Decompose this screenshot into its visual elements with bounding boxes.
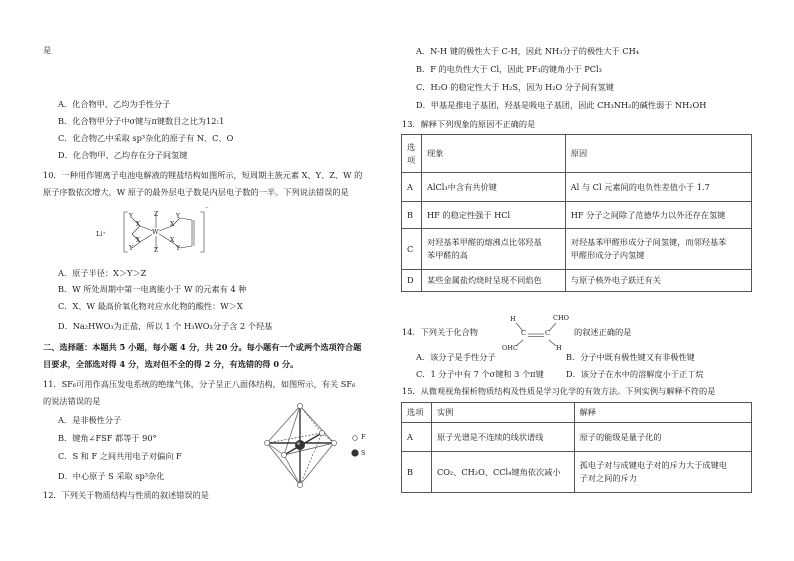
q11-option-c: C．S 和 F 之间共用电子对偏向 F [58, 451, 182, 461]
q10-center-w: W [152, 228, 159, 236]
table-row [402, 452, 752, 493]
q11-stem-line2: 的说法错误的是 [43, 396, 101, 406]
header-explanation: 解释 [574, 403, 751, 423]
section2-heading-line2: 目要求，全部选对得 4 分，选对但不全的得 2 分，有选错的得 0 分。 [43, 359, 299, 369]
row-reason: Al 与 Cl 元素间的电负性差值小于 1.7 [565, 173, 751, 202]
q10-charge: ⁻ [205, 205, 209, 213]
row-example: 原子光谱是不连续的线状谱线 [431, 423, 574, 452]
q9-option-a: A．化合物甲、乙均为手性分子 [58, 99, 171, 109]
q10-atom-y1: Y [129, 213, 133, 220]
q12-option-d: D．甲基是推电子基团，羟基是吸电子基团，因此 CH₃NH₂的碱性弱于 NH₂OH [416, 100, 707, 110]
row-phenomenon: AlCl₃中含有共价键 [422, 173, 566, 202]
q11-option-d: D．中心原子 S 采取 sp³杂化 [58, 471, 165, 481]
header-option [402, 135, 422, 173]
q14-stem-prefix: 14．下列关于化合物 [402, 327, 478, 337]
q12-stem: 12．下列关于物质结构与性质的叙述错误的是 [43, 490, 209, 500]
cell-line: 甲醛形成分子内氢键 [570, 250, 645, 260]
q10-atom-x1: X [136, 221, 141, 228]
q10-option-a: A．原子半径：X＞Y＞Z [58, 268, 147, 278]
table-row [402, 423, 752, 452]
cell-line: 对羟基苯甲醛形成分子间氢键，而邻羟基苯 [570, 237, 727, 247]
row-example: CO₂、CH₂O、CCl₄键角依次减小 [431, 452, 574, 493]
q14-option-a: A．该分子是手性分子 [416, 352, 496, 362]
q10-atom-z2: Z [154, 247, 159, 254]
q10-atom-x4: X [170, 237, 175, 244]
sf6-legend-f: F [361, 433, 366, 441]
sf6-octahedron-diagram [262, 401, 362, 491]
q14-option-b: B．分子中既有极性键又有非极性键 [566, 352, 695, 362]
row-phenomenon [422, 229, 566, 270]
q14-h-bottom: H [556, 344, 562, 352]
q14-stem-suffix: 的叙述正确的是 [574, 327, 632, 337]
q10-li-ion: Li⁺ [96, 230, 106, 238]
q14-h-top: H [510, 315, 516, 323]
q10-atom-y2: Y [129, 245, 133, 252]
q14-cho-bottom: OHC [502, 344, 518, 352]
q10-option-c: C．X、W 最高价氧化物对应水化物的酸性：W＞X [58, 301, 243, 311]
row-option: A [402, 423, 432, 452]
q10-atom-y4: Y [176, 245, 180, 252]
q10-atom-y3: Y [176, 213, 180, 220]
cell-line: 子对之间的斥力 [579, 473, 637, 483]
q12-option-a: A．N-H 键的极性大于 C-H，因此 NH₃分子的极性大于 CH₄ [416, 46, 640, 56]
table-row [402, 229, 752, 270]
q12-option-b: B．F 的电负性大于 Cl，因此 PF₃的键角小于 PCl₃ [416, 64, 602, 74]
q10-atom-x3: X [170, 221, 175, 228]
sf6-legend-s: S [361, 449, 366, 457]
row-option: D [402, 270, 422, 292]
q13-table [401, 134, 752, 292]
q9-option-b: B．化合物甲分子中σ键与π键数目之比为12:1 [58, 116, 225, 126]
q10-atom-z1: Z [154, 211, 159, 218]
top-word: 是 [43, 45, 52, 55]
q15-table [401, 402, 752, 493]
cell-line: 孤电子对与成键电子对的斥力大于成键电 [579, 460, 727, 470]
table-row [402, 270, 752, 292]
q10-atom-x2: X [136, 237, 141, 244]
q14-c1: C [521, 329, 526, 337]
section2-heading-line1: 二、选择题：本题共 5 小题，每小题 4 分，共 20 分。每小题有一个或两个选项符合题 [43, 342, 362, 352]
q10-option-b: B．W 所处周期中第一电离能小于 W 的元素有 4 种 [58, 284, 247, 294]
q14-cho-top: CHO [553, 314, 569, 322]
row-phenomenon: HF 的稳定性强于 HCl [422, 202, 566, 229]
cell-line: 苯甲醛的高 [427, 250, 468, 260]
row-option: B [402, 202, 422, 229]
row-option: B [402, 452, 432, 493]
q10-stem-line2: 原子序数依次增大，W 原子的最外层电子数是内层电子数的一半。下列说法错误的是 [43, 187, 349, 197]
q9-option-d: D．化合物甲、乙均存在分子间氢键 [58, 150, 188, 160]
row-explanation [574, 452, 751, 493]
row-reason: 与原子核外电子跃迁有关 [565, 270, 751, 292]
q14-option-c: C．1 分子中有 7 个σ键和 3 个π键 [416, 369, 544, 379]
row-explanation: 原子的能级是量子化的 [574, 423, 751, 452]
q15-stem: 15．从微观视角探析物质结构及性质是学习化学的有效方法。下列实例与解释不符的是 [402, 386, 716, 396]
table-header-row [402, 403, 752, 423]
row-phenomenon: 某些金属盐灼烧时呈现不同焰色 [422, 270, 566, 292]
q9-option-c: C．化合物乙中采取 sp³杂化的原子有 N、C、O [58, 133, 234, 143]
q11-stem-line1: 11．SF₆可用作高压发电系统的绝缘气体，分子呈正八面体结构，如图所示，有关 SF₆ [43, 379, 356, 389]
q12-option-c: C．H₂O 的稳定性大于 H₂S，因为 H₂O 分子间有氢键 [416, 82, 614, 92]
table-header-row [402, 135, 752, 173]
table-row [402, 202, 752, 229]
table-row [402, 173, 752, 202]
header-option-text: 选项 [407, 141, 416, 165]
header-phenomenon: 现象 [422, 135, 566, 173]
header-reason: 原因 [565, 135, 751, 173]
q13-stem: 13．解释下列现象的原因不正确的是 [402, 119, 536, 129]
q11-option-a: A．是非极性分子 [58, 415, 122, 425]
q14-option-d: D．该分子在水中的溶解度小于正丁烷 [566, 369, 704, 379]
header-option: 选项 [402, 403, 432, 423]
header-example: 实例 [431, 403, 574, 423]
q10-structure-diagram [108, 205, 218, 258]
cell-line: 对羟基苯甲醛的熔沸点比邻羟基 [427, 237, 542, 247]
q14-c2: C [545, 329, 550, 337]
row-reason: HF 分子之间除了范德华力以外还存在氢键 [565, 202, 751, 229]
row-option: A [402, 173, 422, 202]
q10-option-d: D．Na₂HWO₃为正盐，所以 1 个 H₃WO₃分子含 2 个羟基 [58, 321, 273, 331]
row-reason [565, 229, 751, 270]
q11-option-b: B．键角∠FSF 都等于 90° [58, 433, 157, 443]
q10-stem-line1: 10．一种用作锂离子电池电解液的锂盐结构如图所示，短周期主族元素 X、Y、Z、W 的 [43, 170, 363, 180]
row-option: C [402, 229, 422, 270]
